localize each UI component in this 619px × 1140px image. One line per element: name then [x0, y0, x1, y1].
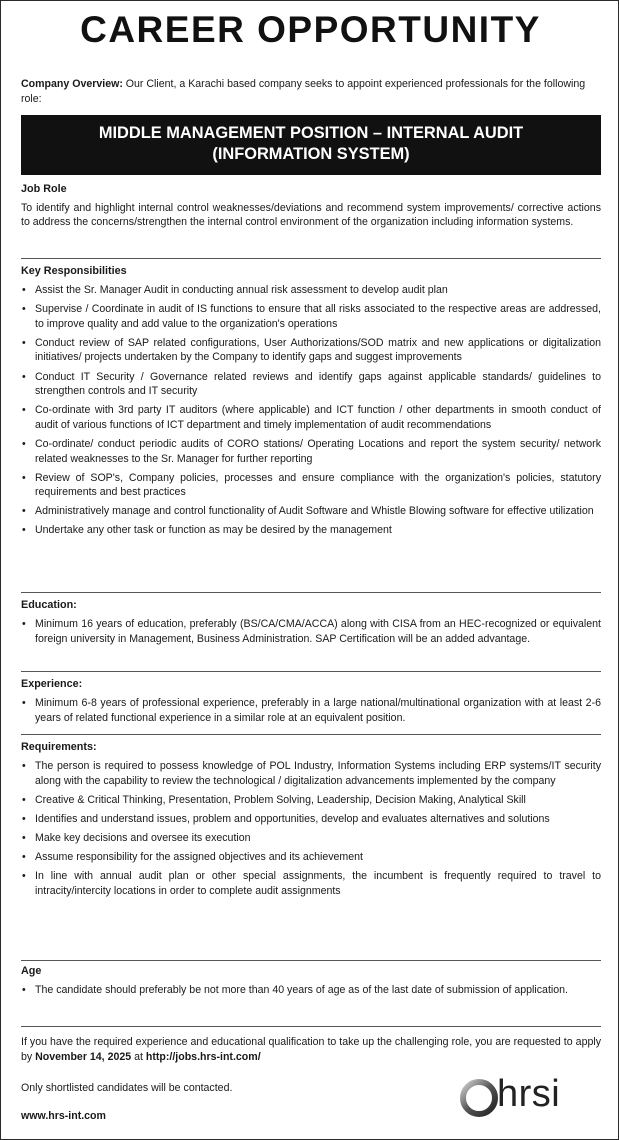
bullet: •: [22, 284, 26, 297]
section-divider: [21, 592, 601, 593]
bullet: •: [22, 851, 26, 864]
list-item: • Conduct review of SAP related configurations, User Authorizations/SOD matrix and new applications or digitalization initiatives/ projects undertaken by the Company to identify gaps and suggest improvements: [22, 336, 601, 364]
list-item: • The person is required to possess knowledge of POL Industry, Information Systems including ERP systems/IT security along with the capability to review the technological / digitalization advancements implemented by the company: [22, 760, 601, 787]
bullet: •: [22, 793, 26, 806]
job-role-heading: Job Role: [21, 183, 67, 195]
bullet: •: [22, 618, 26, 631]
experience-heading: Experience:: [21, 678, 83, 690]
list-item: • Review of SOP's, Company policies, processes and ensure compliance with the organization's policies, statutory requirements and best practices: [22, 471, 601, 499]
requirements-list: [21, 759, 601, 898]
overview-label: Company Overview:: [21, 78, 123, 90]
hrsi-logo: [459, 1075, 604, 1121]
company-overview: [21, 77, 601, 107]
education-section: [21, 598, 601, 646]
list-item: • Co-ordinate/ conduct periodic audits of CORO stations/ Operating Locations and report the system security/ network related weaknesses to the Sr. Manager for further reporting: [22, 437, 601, 465]
hrsi-ring-icon: [459, 1075, 501, 1121]
job-role-section: [21, 182, 601, 230]
bullet: •: [22, 984, 26, 997]
bullet: •: [22, 831, 26, 844]
apply-text: If you have the required experience and educational qualification to take up the challenging role, you are requested to apply by: [21, 1036, 601, 1063]
bullet: •: [22, 524, 26, 537]
list-item: • Administratively manage and control functionality of Audit Software and Whistle Blowing software for effective utilization: [22, 505, 594, 518]
bullet: •: [22, 760, 26, 773]
responsibilities-section: [21, 264, 601, 538]
education-list: [21, 617, 601, 646]
list-item: • Co-ordinate with 3rd party IT auditors (where applicable) and ICT function / other departments in smooth conduct of audit of various functions of ICT department and timely implementation of audit recommendations: [22, 404, 601, 431]
bullet: •: [22, 370, 26, 383]
list-item: • Minimum 16 years of education, preferably (BS/CA/CMA/ACCA) along with CISA from an HEC-recognized or equivalent foreign university in Management, Business Administration. SAP Certification will be an added advantage.: [22, 618, 601, 645]
section-divider: [21, 960, 601, 961]
age-section: [21, 964, 601, 998]
requirements-heading: Requirements:: [21, 741, 97, 753]
list-item: • Undertake any other task or function as may be desired by the management: [22, 524, 392, 537]
responsibilities-heading: Key Responsibilities: [21, 265, 127, 277]
age-list: [21, 983, 601, 998]
position-title-line2: (INFORMATION SYSTEM): [212, 145, 410, 163]
bullet: •: [22, 812, 26, 825]
apply-link[interactable]: http://jobs.hrs-int.com/: [145, 1051, 261, 1063]
list-item: • In line with annual audit plan or other special assignments, the incumbent is frequently required to travel to intracity/intercity locations in order to complete audit assignments: [22, 870, 601, 897]
apply-deadline: November 14, 2025: [35, 1051, 132, 1063]
list-item: • Supervise / Coordinate in audit of IS functions to ensure that all risks associated to the respective areas are addressed, to improve quality and add value to the organization's operations: [22, 303, 601, 330]
hrsi-logo-text: hrsi: [497, 1073, 561, 1115]
list-item: • Minimum 6-8 years of professional experience, preferably in a large national/multinational organization with at least 2-6 years of related functional experience in a similar role at an equivalent position.: [22, 697, 601, 724]
apply-instructions: [21, 1035, 601, 1065]
page-title: CAREER OPPORTUNITY: [80, 9, 541, 50]
section-divider: [21, 734, 601, 735]
education-heading: Education:: [21, 599, 77, 611]
list-item: • The candidate should preferably be not more than 40 years of age as of the last date of submission of application.: [22, 984, 568, 997]
requirements-section: [21, 740, 601, 898]
responsibilities-list: [21, 283, 601, 538]
bullet: •: [22, 437, 26, 450]
position-banner: [21, 115, 601, 175]
list-item: • Make key decisions and oversee its execution: [22, 831, 251, 844]
bullet: •: [22, 697, 26, 710]
section-divider: [21, 671, 601, 672]
experience-list: [21, 696, 601, 725]
bullet: •: [22, 303, 26, 316]
section-divider: [21, 258, 601, 259]
section-divider: [21, 1026, 601, 1027]
list-item: • Identifies and understand issues, problem and opportunities, develop and evaluates alternatives and solutions: [22, 812, 550, 825]
overview-text: Our Client, a Karachi based company seeks to appoint experienced professionals for the following role:: [21, 78, 586, 105]
list-item: • Creative & Critical Thinking, Presentation, Problem Solving, Leadership, Decision Making, Analytical Skill: [22, 793, 526, 806]
bullet: •: [22, 471, 26, 484]
bullet: •: [22, 336, 26, 349]
website-link[interactable]: www.hrs-int.com: [21, 1110, 106, 1122]
job-role-text: To identify and highlight internal control weaknesses/deviations and recommend system improvements/ corrective actions to address the concerns/strengthen the internal control environment of the organization including information systems.: [21, 201, 601, 229]
list-item: • Conduct IT Security / Governance related reviews and identify gaps against applicable standards/ guidelines to strengthen controls and IT security: [22, 370, 601, 398]
bullet: •: [22, 870, 26, 883]
age-heading: Age: [21, 965, 42, 977]
list-item: • Assume responsibility for the assigned objectives and its achievement: [22, 851, 363, 864]
bullet: •: [22, 505, 26, 518]
experience-section: [21, 677, 601, 725]
position-title-line1: MIDDLE MANAGEMENT POSITION – INTERNAL AUDIT: [98, 124, 524, 142]
list-item: • Assist the Sr. Manager Audit in conducting annual risk assessment to develop audit plan: [22, 284, 448, 297]
apply-text-middle: at: [131, 1051, 146, 1063]
shortlist-note: Only shortlisted candidates will be contacted.: [21, 1082, 233, 1094]
bullet: •: [22, 404, 26, 417]
